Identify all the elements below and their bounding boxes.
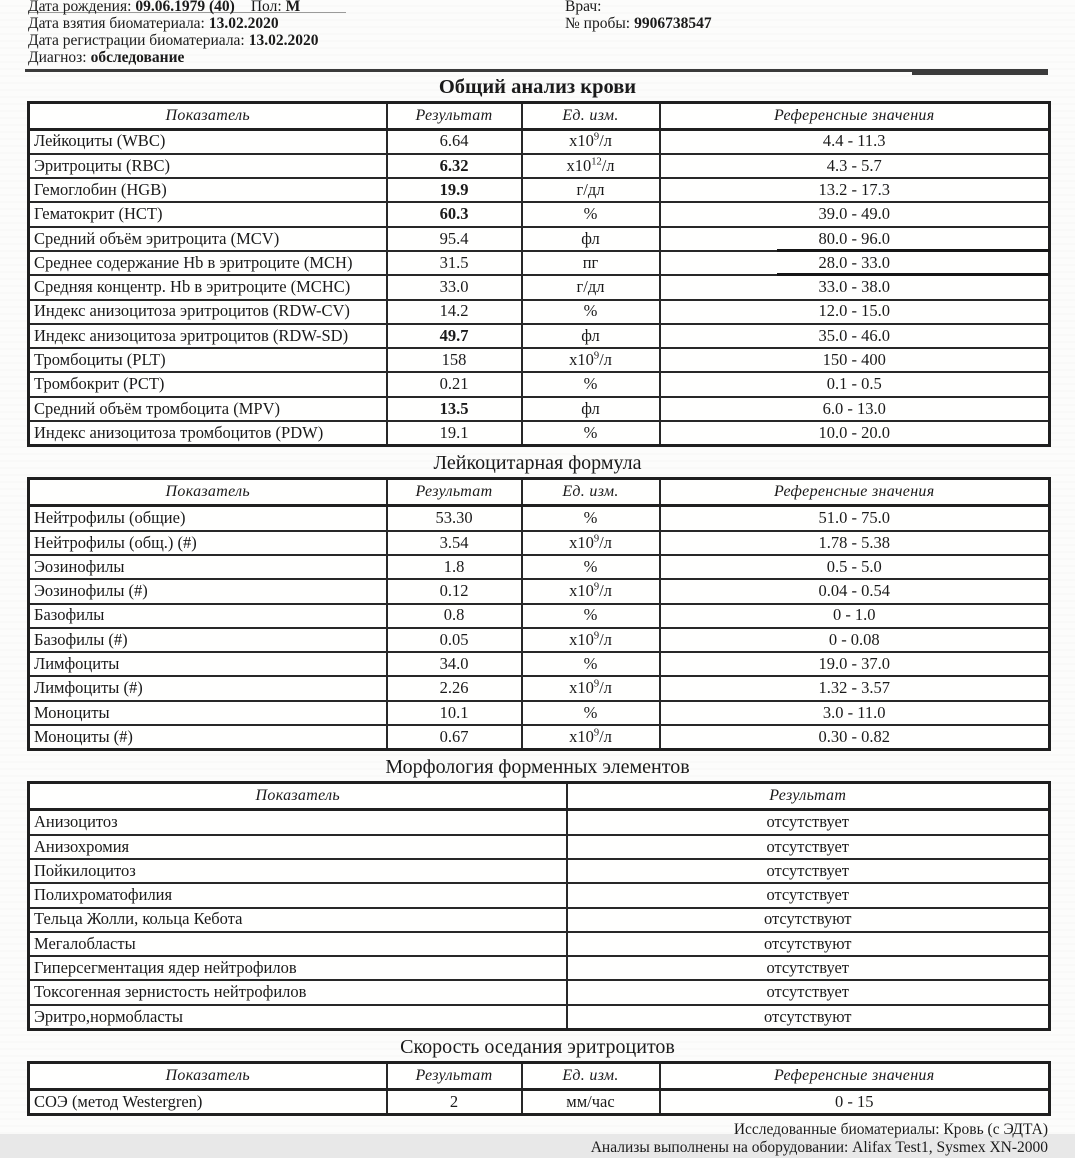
result-cell: 53.30	[387, 506, 522, 531]
result-cell: 158	[387, 348, 522, 372]
table-row	[29, 421, 1050, 446]
reference-cell: 12.0 - 15.0	[660, 300, 1050, 324]
unit-superscript: 9	[593, 581, 600, 593]
table-row	[29, 129, 1050, 154]
sex-value: М	[285, 0, 301, 15]
result-cell: 0.12	[387, 579, 522, 603]
result-cell: 0.05	[387, 628, 522, 652]
column-header: Показатель	[29, 783, 567, 810]
table-row	[29, 227, 1050, 251]
registration-date-field	[28, 32, 565, 49]
result-cell: 19.1	[387, 421, 522, 446]
reference-cell: 0 - 0.08	[660, 628, 1050, 652]
param-cell: Индекс анизоцитоза эритроцитов (RDW-CV)	[29, 300, 387, 324]
doctor-field	[565, 0, 1048, 15]
table-row	[29, 178, 1050, 202]
table-row	[29, 725, 1050, 750]
param-cell: Моноциты	[29, 701, 387, 725]
param-cell: Средняя концентр. Hb в эритроците (MCHC)	[29, 275, 387, 299]
unit-cell	[522, 725, 660, 750]
unit-cell	[522, 227, 660, 251]
reference-cell: 80.0 - 96.0	[660, 227, 1050, 251]
unit-cell	[522, 129, 660, 154]
table-row	[29, 1005, 1050, 1030]
table-body	[29, 810, 1050, 1030]
column-header: Показатель	[29, 1063, 387, 1090]
param-cell: Эритроциты (RBC)	[29, 154, 387, 178]
param-cell: Тромбокрит (PCT)	[29, 372, 387, 396]
reference-cell: 6.0 - 13.0	[660, 397, 1050, 421]
unit-suffix: /л	[599, 678, 612, 698]
unit-suffix: /л	[599, 350, 612, 370]
param-cell: Полихроматофилия	[29, 883, 567, 907]
param-cell: Эозинофилы (#)	[29, 579, 387, 603]
birth-date-value: 09.06.1979 (40)	[135, 0, 235, 15]
reference-cell: 51.0 - 75.0	[660, 506, 1050, 531]
result-cell: 2	[387, 1090, 522, 1115]
sex-label: Пол:	[250, 0, 282, 15]
sample-number-value: 9906738547	[634, 15, 712, 32]
unit-base: x10	[569, 581, 594, 601]
unit-superscript: 9	[593, 131, 600, 143]
table-head	[29, 102, 1050, 129]
diagnosis-value: обследование	[90, 49, 185, 66]
result-cell: 19.9	[387, 178, 522, 202]
param-cell: Анизохромия	[29, 835, 567, 859]
table-row	[29, 348, 1050, 372]
result-cell: отсутствует	[567, 956, 1050, 980]
registration-date-value: 13.02.2020	[248, 32, 319, 49]
param-cell: Пойкилоцитоз	[29, 859, 567, 883]
result-cell: отсутствует	[567, 883, 1050, 907]
unit-base: x10	[569, 350, 594, 370]
result-cell: 31.5	[387, 251, 522, 275]
result-cell: 34.0	[387, 652, 522, 676]
column-header: Референсные значения	[660, 479, 1050, 506]
param-cell: Мегалобласты	[29, 932, 567, 956]
table-head	[29, 1063, 1050, 1090]
param-cell: Нейтрофилы (общ.) (#)	[29, 531, 387, 555]
param-cell: Лейкоциты (WBC)	[29, 129, 387, 154]
unit-base: %	[583, 204, 598, 224]
header-row	[29, 479, 1050, 506]
section-title: Лейкоцитарная формула	[433, 452, 642, 475]
diagnosis-field	[28, 49, 565, 66]
param-cell: Гематокрит (HCT)	[29, 202, 387, 226]
header-row	[29, 102, 1050, 129]
unit-base: x10	[569, 532, 594, 552]
table-body	[29, 506, 1050, 750]
unit-suffix: /л	[599, 131, 612, 151]
result-cell: 14.2	[387, 300, 522, 324]
reference-cell: 150 - 400	[660, 348, 1050, 372]
table-row	[29, 652, 1050, 676]
unit-superscript: 9	[593, 630, 600, 642]
section-title: Общий анализ крови	[438, 75, 637, 98]
unit-cell	[522, 300, 660, 324]
biomaterials-note: Исследованные биоматериалы: Кровь (с ЭДТА)	[733, 1121, 1048, 1139]
table-row	[29, 859, 1050, 883]
unit-base: x10	[569, 726, 594, 746]
param-cell: Лимфоциты (#)	[29, 676, 387, 700]
unit-base: мм/час	[566, 1091, 615, 1111]
header-row	[29, 783, 1050, 810]
unit-suffix: /л	[599, 629, 612, 649]
sample-number-field	[565, 15, 1048, 32]
unit-base: г/дл	[576, 179, 605, 199]
collection-date-value: 13.02.2020	[208, 15, 279, 32]
param-cell: Гиперсегментация ядер нейтрофилов	[29, 956, 567, 980]
unit-cell	[522, 604, 660, 628]
reference-cell: 0 - 15	[660, 1090, 1050, 1115]
collection-date-field	[28, 15, 565, 32]
unit-base: фл	[581, 228, 600, 248]
column-header: Результат	[387, 479, 522, 506]
column-header: Ед. изм.	[522, 479, 660, 506]
param-cell: СОЭ (метод Westergren)	[29, 1090, 387, 1115]
reference-cell: 3.0 - 11.0	[660, 701, 1050, 725]
unit-base: пг	[582, 252, 599, 272]
doctor-label: Врач:	[565, 0, 602, 15]
unit-base: г/дл	[576, 277, 605, 297]
reference-cell: 19.0 - 37.0	[660, 652, 1050, 676]
table-row	[29, 154, 1050, 178]
result-cell: 13.5	[387, 397, 522, 421]
unit-cell	[522, 1090, 660, 1115]
diagnosis-label: Диагноз:	[28, 49, 87, 66]
reference-cell: 0 - 1.0	[660, 604, 1050, 628]
result-cell: отсутствует	[567, 810, 1050, 835]
param-cell: Гемоглобин (HGB)	[29, 178, 387, 202]
param-cell: Средний объём эритроцита (MCV)	[29, 227, 387, 251]
results-table	[27, 101, 1051, 448]
unit-cell	[522, 372, 660, 396]
result-cell: 2.26	[387, 676, 522, 700]
result-cell: 49.7	[387, 324, 522, 348]
column-header: Ед. изм.	[522, 102, 660, 129]
reference-cell: 1.78 - 5.38	[660, 531, 1050, 555]
registration-date-label: Дата регистрации биоматериала:	[28, 32, 245, 49]
param-cell: Индекс анизоцитоза тромбоцитов (PDW)	[29, 421, 387, 446]
unit-base: %	[583, 508, 598, 528]
unit-cell	[522, 628, 660, 652]
birth-date-label: Дата рождения:	[28, 0, 132, 15]
reference-cell: 35.0 - 46.0	[660, 324, 1050, 348]
unit-cell	[522, 251, 660, 275]
result-cell: 0.21	[387, 372, 522, 396]
reference-cell: 0.30 - 0.82	[660, 725, 1050, 750]
result-cell: 60.3	[387, 202, 522, 226]
unit-base: x10	[569, 678, 594, 698]
unit-suffix: /л	[601, 155, 615, 175]
table-row	[29, 908, 1050, 932]
unit-suffix: /л	[599, 532, 612, 552]
param-cell: Индекс анизоцитоза эритроцитов (RDW-SD)	[29, 324, 387, 348]
unit-cell	[522, 652, 660, 676]
reference-cell: 4.4 - 11.3	[660, 129, 1050, 154]
header-left-column	[28, 0, 565, 66]
param-cell: Базофилы	[29, 604, 387, 628]
unit-cell	[522, 676, 660, 700]
table-row	[29, 628, 1050, 652]
unit-superscript: 12	[591, 156, 602, 168]
equipment-note: Анализы выполнены на оборудовании: Alifax Test1, Sysmex XN-2000	[590, 1138, 1048, 1156]
param-cell: Нейтрофилы (общие)	[29, 506, 387, 531]
unit-base: x10	[569, 131, 594, 151]
table-row	[29, 604, 1050, 628]
table-row	[29, 883, 1050, 907]
result-cell: 0.67	[387, 725, 522, 750]
result-cell: 3.54	[387, 531, 522, 555]
table-row	[29, 835, 1050, 859]
table-body	[29, 129, 1050, 446]
unit-base: фл	[581, 325, 600, 345]
unit-base: %	[583, 654, 598, 674]
table-row	[29, 956, 1050, 980]
result-cell: 1.8	[387, 555, 522, 579]
table-row	[29, 251, 1050, 275]
unit-superscript: 9	[593, 727, 600, 739]
unit-cell	[522, 348, 660, 372]
param-cell: Эозинофилы	[29, 555, 387, 579]
unit-superscript: 9	[593, 350, 600, 362]
report-sections	[0, 76, 1075, 1117]
column-header: Показатель	[29, 102, 387, 129]
unit-suffix: /л	[599, 581, 612, 601]
param-cell: Среднее содержание Hb в эритроците (MCH)	[29, 251, 387, 275]
column-header: Референсные значения	[660, 102, 1050, 129]
unit-base: %	[583, 556, 598, 576]
param-cell: Моноциты (#)	[29, 725, 387, 750]
param-cell: Тельца Жолли, кольца Кебота	[29, 908, 567, 932]
table-row	[29, 275, 1050, 299]
unit-base: %	[583, 301, 598, 321]
unit-cell	[522, 579, 660, 603]
param-cell: Эритро,нормобласты	[29, 1005, 567, 1030]
reference-cell: 0.5 - 5.0	[660, 555, 1050, 579]
unit-cell	[522, 555, 660, 579]
param-cell: Тромбоциты (PLT)	[29, 348, 387, 372]
result-cell: 6.32	[387, 154, 522, 178]
unit-superscript: 9	[593, 678, 600, 690]
section-title: Скорость оседания эритроцитов	[400, 1036, 675, 1058]
table-row	[29, 701, 1050, 725]
table-row	[29, 397, 1050, 421]
report-footer	[0, 1121, 1075, 1156]
result-cell: отсутствуют	[567, 908, 1050, 932]
column-header: Результат	[387, 1063, 522, 1090]
reference-cell: 4.3 - 5.7	[660, 154, 1050, 178]
result-cell: 33.0	[387, 275, 522, 299]
section-title: Морфология форменных элементов	[385, 756, 690, 779]
unit-superscript: 9	[593, 533, 600, 545]
unit-base: x10	[566, 155, 592, 175]
unit-base: фл	[581, 398, 600, 418]
reference-cell: 33.0 - 38.0	[660, 275, 1050, 299]
table-row	[29, 202, 1050, 226]
results-table	[27, 1061, 1051, 1116]
table-row	[29, 676, 1050, 700]
table-head	[29, 479, 1050, 506]
param-cell: Средний объём тромбоцита (MPV)	[29, 397, 387, 421]
result-cell: отсутствуют	[567, 1005, 1050, 1030]
param-cell: Лимфоциты	[29, 652, 387, 676]
table-row	[29, 980, 1050, 1004]
table-row	[29, 324, 1050, 348]
header-row	[29, 1063, 1050, 1090]
param-cell: Базофилы (#)	[29, 628, 387, 652]
result-cell: 6.64	[387, 129, 522, 154]
unit-cell	[522, 701, 660, 725]
sample-number-label: № пробы:	[565, 15, 631, 32]
reference-cell: 0.04 - 0.54	[660, 579, 1050, 603]
unit-cell	[522, 275, 660, 299]
unit-cell	[522, 397, 660, 421]
result-cell: отсутствует	[567, 835, 1050, 859]
result-cell: отсутствует	[567, 859, 1050, 883]
reference-cell: 1.32 - 3.57	[660, 676, 1050, 700]
unit-cell	[522, 421, 660, 446]
unit-base: %	[583, 422, 598, 442]
column-header: Показатель	[29, 479, 387, 506]
column-header: Референсные значения	[660, 1063, 1050, 1090]
result-cell: отсутствует	[567, 980, 1050, 1004]
table-row	[29, 506, 1050, 531]
birth-date-field	[28, 0, 565, 15]
reference-cell: 28.0 - 33.0	[660, 251, 1050, 275]
table-row	[29, 810, 1050, 835]
unit-cell	[522, 178, 660, 202]
table-head	[29, 783, 1050, 810]
reference-cell: 10.0 - 20.0	[660, 421, 1050, 446]
reference-cell: 0.1 - 0.5	[660, 372, 1050, 396]
unit-base: %	[583, 374, 598, 394]
unit-base: x10	[569, 629, 594, 649]
table-row	[29, 932, 1050, 956]
header-right-column	[565, 0, 1048, 66]
result-cell: 10.1	[387, 701, 522, 725]
header-separator-line	[25, 69, 1048, 72]
param-cell: Токсогенная зернистость нейтрофилов	[29, 980, 567, 1004]
table-row	[29, 1090, 1050, 1115]
unit-cell	[522, 531, 660, 555]
table-row	[29, 531, 1050, 555]
table-body	[29, 1090, 1050, 1115]
unit-base: %	[583, 605, 598, 625]
table-row	[29, 300, 1050, 324]
param-cell: Анизоцитоз	[29, 810, 567, 835]
result-cell: отсутствуют	[567, 932, 1050, 956]
result-cell: 0.8	[387, 604, 522, 628]
result-cell: 95.4	[387, 227, 522, 251]
unit-cell	[522, 506, 660, 531]
reference-cell: 13.2 - 17.3	[660, 178, 1050, 202]
unit-base: %	[583, 702, 598, 722]
table-row	[29, 555, 1050, 579]
unit-cell	[522, 324, 660, 348]
reference-cell: 39.0 - 49.0	[660, 202, 1050, 226]
collection-date-label: Дата взятия биоматериала:	[28, 15, 205, 32]
report-header	[0, 0, 1075, 66]
column-header: Результат	[387, 102, 522, 129]
column-header: Ед. изм.	[522, 1063, 660, 1090]
results-table	[27, 781, 1051, 1031]
separator-line-segment	[912, 72, 1048, 75]
unit-cell	[522, 202, 660, 226]
results-table	[27, 477, 1051, 751]
table-row	[29, 372, 1050, 396]
unit-suffix: /л	[599, 726, 612, 746]
unit-cell	[522, 154, 660, 178]
column-header: Результат	[567, 783, 1050, 810]
table-row	[29, 579, 1050, 603]
